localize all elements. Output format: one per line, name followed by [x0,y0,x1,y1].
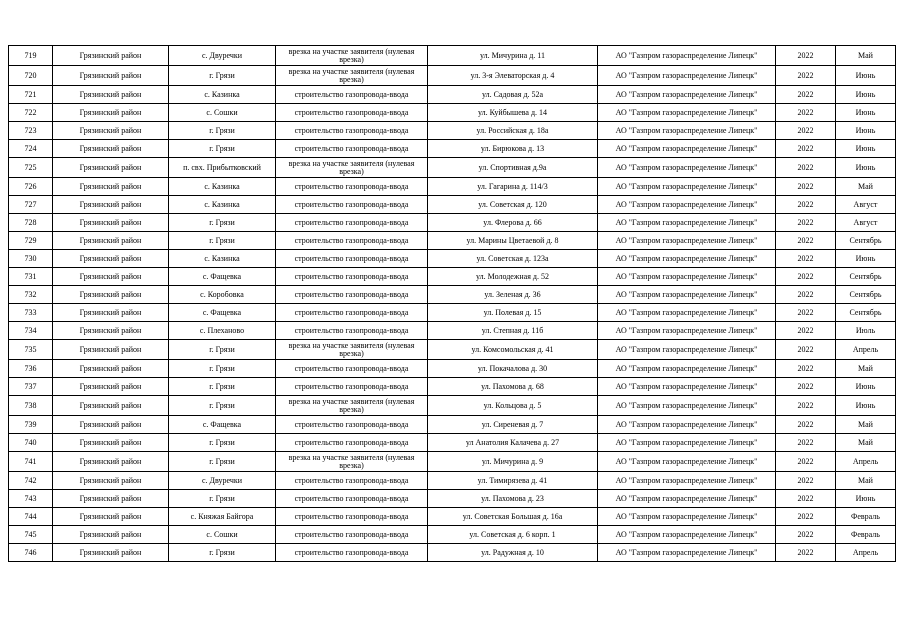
cell-work-type: врезка на участке заявителя (нулевая врезка) [276,158,428,178]
cell-address: ул. Радужная д. 10 [428,544,598,562]
cell-number: 745 [9,526,53,544]
cell-locality: г. Грязи [169,378,276,396]
cell-locality: с. Фащевка [169,268,276,286]
cell-year: 2022 [776,86,836,104]
cell-organization: АО "Газпром газораспределение Липецк" [598,526,776,544]
cell-month: Май [836,46,896,66]
cell-district: Грязинский район [53,196,169,214]
cell-locality: с. Княжая Байгора [169,508,276,526]
cell-address: ул. Советская д. 6 корп. 1 [428,526,598,544]
cell-number: 736 [9,360,53,378]
cell-month: Апрель [836,452,896,472]
cell-address: ул. Тимирязева д. 41 [428,472,598,490]
cell-year: 2022 [776,250,836,268]
cell-work-type: врезка на участке заявителя (нулевая врезка) [276,396,428,416]
cell-district: Грязинский район [53,304,169,322]
cell-locality: г. Грязи [169,434,276,452]
cell-work-type: строительство газопровода-ввода [276,196,428,214]
cell-district: Грязинский район [53,508,169,526]
cell-year: 2022 [776,46,836,66]
cell-month: Август [836,214,896,232]
cell-organization: АО "Газпром газораспределение Липецк" [598,322,776,340]
cell-number: 739 [9,416,53,434]
cell-work-type: строительство газопровода-ввода [276,232,428,250]
cell-work-type: строительство газопровода-ввода [276,378,428,396]
cell-locality: с. Двуречки [169,472,276,490]
cell-locality: г. Грязи [169,396,276,416]
cell-number: 726 [9,178,53,196]
cell-number: 728 [9,214,53,232]
cell-organization: АО "Газпром газораспределение Липецк" [598,104,776,122]
cell-address: ул. Сиреневая д. 7 [428,416,598,434]
cell-month: Июнь [836,66,896,86]
cell-month: Сентябрь [836,232,896,250]
table-row [9,232,896,250]
cell-organization: АО "Газпром газораспределение Липецк" [598,416,776,434]
cell-organization: АО "Газпром газораспределение Липецк" [598,122,776,140]
cell-month: Сентябрь [836,286,896,304]
cell-year: 2022 [776,434,836,452]
cell-locality: с. Казинка [169,196,276,214]
cell-locality: с. Фащевка [169,304,276,322]
table-row [9,86,896,104]
cell-number: 743 [9,490,53,508]
cell-address: ул. Мичурина д. 9 [428,452,598,472]
cell-month: Май [836,178,896,196]
cell-district: Грязинский район [53,250,169,268]
cell-organization: АО "Газпром газораспределение Липецк" [598,46,776,66]
cell-address: ул. Куйбышева д. 14 [428,104,598,122]
table-row [9,214,896,232]
cell-work-type: строительство газопровода-ввода [276,416,428,434]
table-row [9,304,896,322]
cell-year: 2022 [776,214,836,232]
cell-number: 735 [9,340,53,360]
table-row [9,378,896,396]
cell-locality: с. Казинка [169,178,276,196]
cell-locality: с. Сошки [169,526,276,544]
cell-organization: АО "Газпром газораспределение Липецк" [598,378,776,396]
cell-month: Февраль [836,508,896,526]
cell-organization: АО "Газпром газораспределение Липецк" [598,286,776,304]
cell-address: ул. Садовая д. 52а [428,86,598,104]
cell-year: 2022 [776,378,836,396]
cell-address: ул. Покачалова д. 30 [428,360,598,378]
cell-year: 2022 [776,140,836,158]
cell-organization: АО "Газпром газораспределение Липецк" [598,86,776,104]
table-row [9,544,896,562]
cell-organization: АО "Газпром газораспределение Липецк" [598,340,776,360]
cell-organization: АО "Газпром газораспределение Липецк" [598,178,776,196]
cell-year: 2022 [776,66,836,86]
table-row [9,196,896,214]
cell-month: Июнь [836,250,896,268]
cell-district: Грязинский район [53,66,169,86]
cell-work-type: строительство газопровода-ввода [276,250,428,268]
cell-month: Июнь [836,490,896,508]
cell-address: ул. Молодежная д. 52 [428,268,598,286]
cell-number: 730 [9,250,53,268]
cell-number: 719 [9,46,53,66]
cell-month: Апрель [836,544,896,562]
cell-work-type: строительство газопровода-ввода [276,214,428,232]
cell-locality: с. Плеханово [169,322,276,340]
cell-district: Грязинский район [53,268,169,286]
cell-locality: г. Грязи [169,66,276,86]
cell-locality: г. Грязи [169,340,276,360]
cell-locality: г. Грязи [169,232,276,250]
cell-district: Грязинский район [53,46,169,66]
cell-year: 2022 [776,304,836,322]
cell-organization: АО "Газпром газораспределение Липецк" [598,214,776,232]
cell-locality: с. Фащевка [169,416,276,434]
cell-number: 740 [9,434,53,452]
cell-district: Грязинский район [53,544,169,562]
cell-year: 2022 [776,196,836,214]
cell-district: Грязинский район [53,396,169,416]
cell-address: ул. Марины Цветаевой д. 8 [428,232,598,250]
cell-work-type: строительство газопровода-ввода [276,472,428,490]
cell-month: Июнь [836,140,896,158]
cell-organization: АО "Газпром газораспределение Липецк" [598,304,776,322]
cell-work-type: строительство газопровода-ввода [276,490,428,508]
cell-month: Май [836,360,896,378]
table-row [9,508,896,526]
cell-locality: г. Грязи [169,122,276,140]
cell-year: 2022 [776,268,836,286]
cell-address: ул. Флерова д. 66 [428,214,598,232]
table-row [9,140,896,158]
cell-year: 2022 [776,178,836,196]
cell-organization: АО "Газпром газораспределение Липецк" [598,396,776,416]
cell-district: Грязинский район [53,360,169,378]
table-row [9,490,896,508]
cell-address: ул. Гагарина д. 114/3 [428,178,598,196]
cell-address: ул. Пахомова д. 23 [428,490,598,508]
cell-month: Июнь [836,158,896,178]
cell-organization: АО "Газпром газораспределение Липецк" [598,140,776,158]
cell-address: ул. Полевая д. 15 [428,304,598,322]
cell-address: ул. Пахомова д. 68 [428,378,598,396]
cell-work-type: строительство газопровода-ввода [276,544,428,562]
cell-district: Грязинский район [53,86,169,104]
table-row [9,452,896,472]
cell-address: ул. Мичурина д. 11 [428,46,598,66]
table-row [9,250,896,268]
cell-number: 727 [9,196,53,214]
cell-year: 2022 [776,396,836,416]
cell-number: 737 [9,378,53,396]
cell-month: Август [836,196,896,214]
cell-work-type: строительство газопровода-ввода [276,86,428,104]
cell-number: 732 [9,286,53,304]
cell-work-type: строительство газопровода-ввода [276,268,428,286]
cell-locality: с. Казинка [169,86,276,104]
cell-work-type: строительство газопровода-ввода [276,322,428,340]
cell-work-type: строительство газопровода-ввода [276,122,428,140]
cell-number: 744 [9,508,53,526]
cell-district: Грязинский район [53,232,169,250]
table-row [9,46,896,66]
cell-month: Май [836,434,896,452]
cell-work-type: строительство газопровода-ввода [276,104,428,122]
cell-work-type: строительство газопровода-ввода [276,508,428,526]
cell-number: 733 [9,304,53,322]
cell-year: 2022 [776,490,836,508]
cell-number: 723 [9,122,53,140]
table-row [9,472,896,490]
cell-organization: АО "Газпром газораспределение Липецк" [598,490,776,508]
cell-district: Грязинский район [53,472,169,490]
cell-district: Грязинский район [53,452,169,472]
cell-number: 742 [9,472,53,490]
table-row [9,268,896,286]
cell-address: ул. Советская д. 120 [428,196,598,214]
cell-month: Июнь [836,122,896,140]
cell-district: Грязинский район [53,140,169,158]
cell-month: Май [836,472,896,490]
cell-work-type: строительство газопровода-ввода [276,360,428,378]
cell-year: 2022 [776,232,836,250]
cell-number: 734 [9,322,53,340]
cell-district: Грязинский район [53,322,169,340]
cell-month: Июнь [836,104,896,122]
cell-district: Грязинский район [53,416,169,434]
table-row [9,396,896,416]
cell-district: Грязинский район [53,378,169,396]
cell-year: 2022 [776,508,836,526]
cell-number: 722 [9,104,53,122]
cell-number: 720 [9,66,53,86]
cell-work-type: строительство газопровода-ввода [276,140,428,158]
cell-locality: г. Грязи [169,214,276,232]
cell-year: 2022 [776,286,836,304]
cell-work-type: врезка на участке заявителя (нулевая врезка) [276,340,428,360]
cell-year: 2022 [776,360,836,378]
cell-organization: АО "Газпром газораспределение Липецк" [598,544,776,562]
cell-district: Грязинский район [53,158,169,178]
cell-address: ул. Комсомольская д. 41 [428,340,598,360]
cell-locality: с. Казинка [169,250,276,268]
cell-address: ул. Кольцова д. 5 [428,396,598,416]
cell-address: ул. Российская д. 18а [428,122,598,140]
cell-number: 731 [9,268,53,286]
cell-year: 2022 [776,104,836,122]
cell-locality: п. свх. Прибытковский [169,158,276,178]
cell-address: ул. Бирюкова д. 13 [428,140,598,158]
cell-district: Грязинский район [53,122,169,140]
cell-number: 725 [9,158,53,178]
cell-month: Сентябрь [836,304,896,322]
cell-year: 2022 [776,526,836,544]
cell-address: ул. Советская Большая д. 16а [428,508,598,526]
table-row [9,104,896,122]
cell-month: Июнь [836,86,896,104]
gasification-table [8,45,896,562]
cell-district: Грязинский район [53,340,169,360]
cell-number: 729 [9,232,53,250]
cell-month: Июль [836,322,896,340]
table-row [9,526,896,544]
cell-district: Грязинский район [53,286,169,304]
cell-district: Грязинский район [53,214,169,232]
cell-month: Апрель [836,340,896,360]
cell-locality: г. Грязи [169,452,276,472]
cell-address: ул. 3-я Элеваторская д. 4 [428,66,598,86]
cell-number: 741 [9,452,53,472]
table-row [9,322,896,340]
table-row [9,434,896,452]
cell-organization: АО "Газпром газораспределение Липецк" [598,508,776,526]
cell-work-type: врезка на участке заявителя (нулевая врезка) [276,452,428,472]
cell-organization: АО "Газпром газораспределение Липецк" [598,158,776,178]
cell-number: 738 [9,396,53,416]
cell-district: Грязинский район [53,490,169,508]
cell-month: Июнь [836,396,896,416]
cell-work-type: строительство газопровода-ввода [276,178,428,196]
cell-organization: АО "Газпром газораспределение Липецк" [598,360,776,378]
cell-organization: АО "Газпром газораспределение Липецк" [598,196,776,214]
cell-locality: с. Двуречки [169,46,276,66]
table-row [9,360,896,378]
cell-number: 724 [9,140,53,158]
cell-number: 746 [9,544,53,562]
cell-address: ул. Зеленая д. 36 [428,286,598,304]
cell-month: Июнь [836,378,896,396]
cell-year: 2022 [776,472,836,490]
cell-address: ул. Спортивная д.9а [428,158,598,178]
cell-locality: г. Грязи [169,140,276,158]
cell-organization: АО "Газпром газораспределение Липецк" [598,434,776,452]
cell-locality: с. Коробовка [169,286,276,304]
cell-address: ул Анатолия Калачева д. 27 [428,434,598,452]
cell-year: 2022 [776,416,836,434]
cell-year: 2022 [776,340,836,360]
cell-organization: АО "Газпром газораспределение Липецк" [598,66,776,86]
cell-year: 2022 [776,544,836,562]
cell-district: Грязинский район [53,434,169,452]
cell-work-type: строительство газопровода-ввода [276,304,428,322]
cell-work-type: строительство газопровода-ввода [276,434,428,452]
cell-year: 2022 [776,158,836,178]
cell-number: 721 [9,86,53,104]
cell-locality: с. Сошки [169,104,276,122]
cell-year: 2022 [776,122,836,140]
cell-locality: г. Грязи [169,360,276,378]
cell-organization: АО "Газпром газораспределение Липецк" [598,232,776,250]
cell-month: Февраль [836,526,896,544]
cell-district: Грязинский район [53,526,169,544]
cell-work-type: врезка на участке заявителя (нулевая врезка) [276,66,428,86]
cell-district: Грязинский район [53,104,169,122]
cell-locality: г. Грязи [169,490,276,508]
table-row [9,286,896,304]
cell-work-type: строительство газопровода-ввода [276,286,428,304]
table-body [9,46,896,562]
cell-year: 2022 [776,452,836,472]
cell-year: 2022 [776,322,836,340]
table-row [9,340,896,360]
table-row [9,178,896,196]
table-row [9,416,896,434]
table-row [9,122,896,140]
cell-locality: г. Грязи [169,544,276,562]
cell-address: ул. Советская д. 123а [428,250,598,268]
cell-organization: АО "Газпром газораспределение Липецк" [598,472,776,490]
cell-month: Май [836,416,896,434]
cell-organization: АО "Газпром газораспределение Липецк" [598,250,776,268]
cell-work-type: строительство газопровода-ввода [276,526,428,544]
cell-address: ул. Степная д. 11б [428,322,598,340]
cell-district: Грязинский район [53,178,169,196]
table-row [9,66,896,86]
cell-organization: АО "Газпром газораспределение Липецк" [598,452,776,472]
cell-organization: АО "Газпром газораспределение Липецк" [598,268,776,286]
cell-work-type: врезка на участке заявителя (нулевая врезка) [276,46,428,66]
table-row [9,158,896,178]
cell-month: Сентябрь [836,268,896,286]
